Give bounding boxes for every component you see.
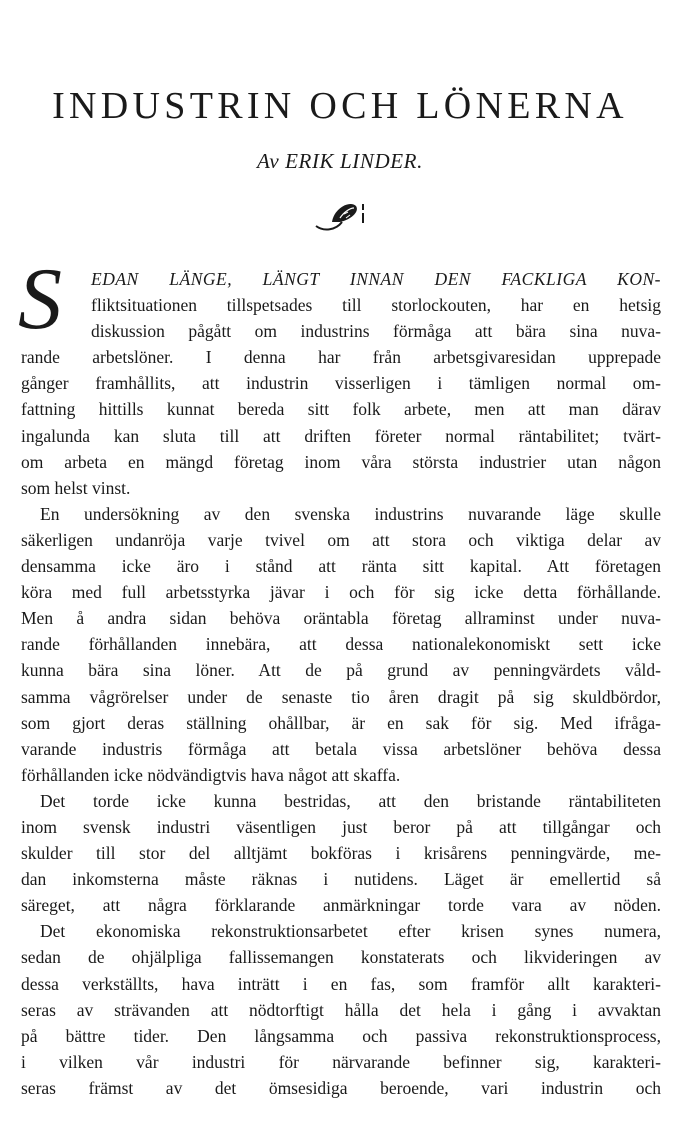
- text-line: dan inkomsterna måste räknas i nutidens. Läget är emellertid så: [21, 869, 661, 890]
- text-line: om arbeta en mängd företag inom våra största industrier utan någon: [21, 451, 661, 472]
- text-line: samma vågrörelser under de senaste tio åren dragit på sig skuldbördor,: [21, 686, 661, 707]
- text-line: Det torde icke kunna bestridas, att den bristande räntabiliteten: [40, 790, 661, 811]
- text-line: Det ekonomiska rekonstruktionsarbetet efter krisen synes numera,: [40, 921, 661, 942]
- text-line: densamma icke äro i stånd att ränta sitt kapital. Att företagen: [21, 556, 661, 577]
- text-line: inom svensk industri väsentligen just beror på att tillgångar och: [21, 816, 661, 837]
- text-line: som helst vinst.: [21, 477, 131, 498]
- text-line: rande arbetslöner. I denna har från arbetsgivaresidan upprepade: [21, 347, 661, 368]
- text-line: fattning hittills kunnat bereda sitt folk arbete, men att man därav: [21, 399, 661, 420]
- text-line: säreget, att några förklarande anmärkningar torde vara av nöden.: [21, 895, 661, 916]
- text-line: sedan de ohjälpliga fallissemangen konstaterats och likvideringen av: [21, 947, 661, 968]
- text-line: diskussion pågått om industrins förmåga att bära sina nuva-: [91, 321, 661, 342]
- text-line: köra med full arbetsstyrka jävar i och för sig icke detta förhållande.: [21, 582, 661, 603]
- text-line: Men å andra sidan behöva oräntabla företag allraminst under nuva-: [21, 608, 661, 629]
- text-line: En undersökning av den svenska industrins nuvarande läge skulle: [40, 503, 661, 524]
- text-line: säkerligen undanröja varje tvivel om att stora och viktiga delar av: [21, 529, 661, 550]
- text-line: rande förhållanden innebära, att dessa nationalekonomiskt sett icke: [21, 634, 661, 655]
- fleuron-icon: [310, 196, 370, 236]
- text-line: seras av strävanden att nödtorftigt hålla det hela i gång i avvaktan: [21, 999, 661, 1020]
- text-line: seras främst av det ömsesidiga beroende, vari industrin och: [21, 1077, 661, 1098]
- text-line: [21, 266, 661, 292]
- text-line: varande industris förmåga att betala vissa arbetslöner behöva dessa: [21, 738, 661, 759]
- text-line: dessa verkställts, hava inträtt i en fas, som framför allt karakteri-: [21, 973, 661, 994]
- text-line: fliktsituationen tillspetsades till storlockouten, har en hetsig: [91, 295, 661, 316]
- text-line: gånger framhållits, att industrin visserligen i tämligen normal om-: [21, 373, 661, 394]
- text-line: som gjort deras ställning ohållbar, är en sak för sig. Med ifråga-: [21, 712, 661, 733]
- text-line: i vilken vår industri för närvarande befinner sig, karakteri-: [21, 1051, 661, 1072]
- article-byline: Av ERIK LINDER.: [257, 149, 423, 173]
- lead-italic-text: EDAN LÄNGE, LÄNGT INNAN DEN FACKLIGA KON-: [91, 269, 661, 289]
- text-line: ingalunda kan sluta till att driften företer normal räntabilitet; tvärt-: [21, 425, 661, 446]
- text-line: kunna bära sina löner. Att de på grund av penningvärdets våld-: [21, 660, 661, 681]
- drop-cap: S: [18, 251, 62, 348]
- text-line: på bättre tider. Den långsamma och passiva rekonstruktionsprocess,: [21, 1025, 661, 1046]
- text-line: skulder till stor del alltjämt bokföras i krisårens penningvärde, me-: [21, 843, 661, 864]
- article-body: [21, 266, 661, 1101]
- article-title: INDUSTRIN OCH LÖNERNA: [52, 85, 628, 127]
- text-line: förhållanden icke nödvändigtvis hava något att skaffa.: [21, 764, 401, 785]
